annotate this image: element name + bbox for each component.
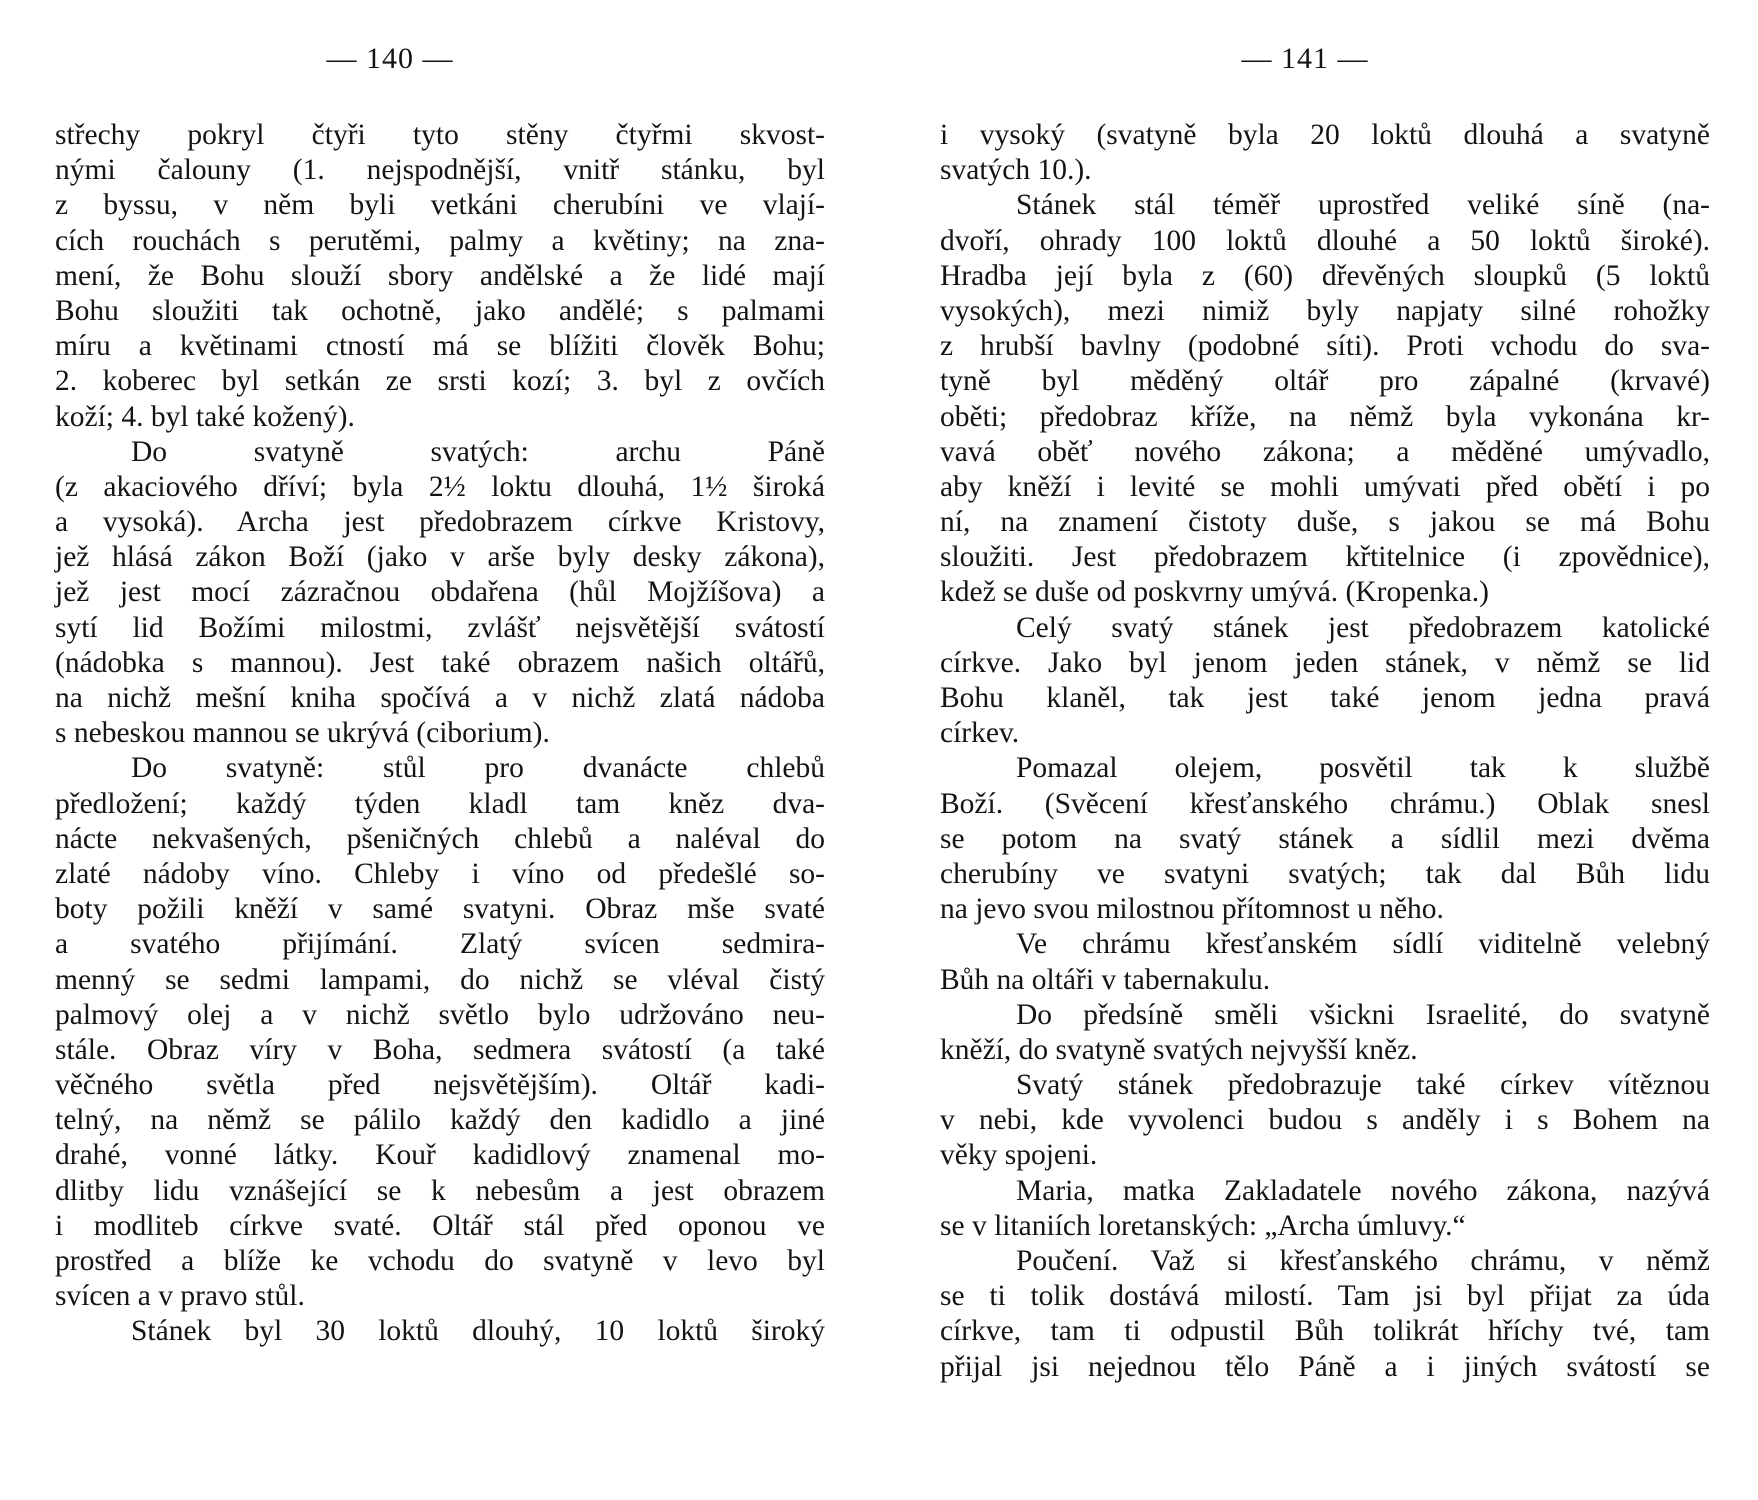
text-line: jež jest mocí zázračnou obdařena (hůl Mojžíšova) a [55, 576, 825, 609]
text-line: jež hlásá zákon Boží (jako v arše byly desky zákona), [55, 541, 825, 574]
text-line: Boží. (Svěcení křesťanského chrámu.) Oblak snesl [940, 787, 1710, 820]
text-line: svícen a v pravo stůl. [55, 1280, 305, 1313]
text-line: Hradba její byla z (60) dřevěných sloupků (5 loktů [940, 259, 1710, 292]
text-line: Maria, matka Zakladatele nového zákona, nazývá [1016, 1174, 1710, 1207]
page-text [940, 118, 1710, 1385]
text-line: Stánek stál téměř uprostřed veliké síně (na- [1016, 189, 1710, 222]
text-line: církve, tam ti odpustil Bůh tolikrát hříchy tvé, tam [940, 1315, 1710, 1348]
text-line: zlaté nádoby víno. Chleby i víno od předešlé so- [55, 857, 825, 890]
text-line: Bůh na oltáři v tabernakulu. [940, 963, 1271, 996]
text-line: věčného světla před nejsvětějším). Oltář kadi- [55, 1069, 825, 1102]
page-text [55, 118, 825, 1350]
text-line: věky spojeni. [940, 1139, 1098, 1172]
text-line: vysokých), mezi nimiž byly napjaty silné rohožky [940, 294, 1710, 327]
text-line: míru a květinami ctností má se blížiti člověk Bohu; [55, 330, 825, 363]
text-line: na nichž mešní kniha spočívá a v nichž zlatá nádoba [55, 682, 825, 714]
text-line: Poučení. Važ si křesťanského chrámu, v němž [1016, 1245, 1710, 1277]
text-line: církev. [940, 717, 1020, 750]
text-line: Celý svatý stánek jest předobrazem katolické [1016, 611, 1710, 644]
text-line: sytí lid Božími milostmi, zvlášť nejsvětější svátostí [55, 611, 825, 644]
text-line: sloužiti. Jest předobrazem křtitelnice (i zpovědnice), [940, 541, 1710, 574]
text-line: stále. Obraz víry v Boha, sedmera svátostí (a také [55, 1033, 825, 1066]
text-line: i modliteb církve svaté. Oltář stál před oponou ve [55, 1209, 825, 1242]
page-number: — 141 — [1241, 42, 1369, 75]
text-line: aby kněží i levité se mohli umývati před obětí i po [940, 470, 1710, 503]
text-line: z byssu, v něm byli vetkáni cherubíni ve vlají- [55, 189, 825, 222]
left-page [55, 0, 825, 1500]
text-line: Bohu sloužiti tak ochotně, jako andělé; s palmami [55, 294, 825, 327]
text-line: Bohu klaněl, tak jest také jenom jedna pravá [940, 682, 1710, 714]
text-line: 2. koberec byl setkán ze srsti kozí; 3. byl z ovčích [55, 365, 825, 398]
text-line: Pomazal olejem, posvětil tak k službě [1016, 752, 1710, 785]
text-line: předložení; každý týden kladl tam kněz dva- [55, 787, 825, 820]
text-line: tyně byl měděný oltář pro zápalné (krvavé) [940, 365, 1710, 398]
text-line: dlitby lidu vznášející se k nebesům a jest obrazem [55, 1174, 825, 1207]
text-line: církve. Jako byl jenom jeden stánek, v němž se lid [940, 646, 1710, 679]
text-line: cherubíny ve svatyni svatých; tak dal Bůh lidu [940, 857, 1710, 890]
text-line: boty požili kněží v samé svatyni. Obraz mše svaté [55, 893, 825, 926]
text-line: z hrubší bavlny (podobné síti). Proti vchodu do sva- [940, 330, 1710, 363]
text-line: drahé, vonné látky. Kouř kadidlový znamenal mo- [55, 1139, 825, 1172]
text-line: vavá oběť nového zákona; a měděné umývadlo, [940, 435, 1710, 468]
text-line: i vysoký (svatyně byla 20 loktů dlouhá a svatyně [940, 119, 1710, 151]
text-line: se potom na svatý stánek a sídlil mezi dvěma [940, 822, 1710, 855]
text-line: menný se sedmi lampami, do nichž se vléval čistý [55, 963, 825, 996]
text-line: palmový olej a v nichž světlo bylo udržováno neu- [55, 998, 825, 1031]
text-line: Do předsíně směli všickni Israelité, do svatyně [1016, 998, 1710, 1031]
text-line: telný, na němž se pálilo každý den kadidlo a jiné [55, 1104, 825, 1137]
text-line: (nádobka s mannou). Jest také obrazem našich oltářů, [55, 646, 825, 679]
text-line: svatých 10.). [940, 154, 1092, 187]
text-line: Svatý stánek předobrazuje také církev vítěznou [1016, 1069, 1710, 1102]
text-line: (z akaciového dříví; byla 2½ loktu dlouhá, 1½ široká [55, 470, 825, 503]
text-line: na jevo svou milostnou přítomnost u něho. [940, 893, 1444, 926]
text-line: nácte nekvašených, pšeničných chlebů a naléval do [55, 822, 825, 855]
text-line: Ve chrámu křesťanském sídlí viditelně velebný [1016, 928, 1710, 961]
text-line: cích rouchách s perutěmi, palmy a květiny; na zna- [55, 224, 825, 257]
text-line: ní, na znamení čistoty duše, s jakou se má Bohu [940, 506, 1710, 539]
right-page [940, 0, 1710, 1500]
text-line: Stánek byl 30 loktů dlouhý, 10 loktů široký [131, 1315, 825, 1348]
text-line: střechy pokryl čtyři tyto stěny čtyřmi skvost- [55, 119, 825, 151]
text-line: nými čalouny (1. nejspodnější, vnitř stánku, byl [55, 154, 825, 187]
text-line: s nebeskou mannou se ukrývá (ciborium). [55, 717, 550, 750]
text-line: dvoří, ohrady 100 loktů dlouhé a 50 loktů široké). [940, 224, 1710, 257]
text-line: Do svatyně svatých: archu Páně [131, 435, 825, 468]
text-line: se v litaniích loretanských: „Archa úmluvy.“ [940, 1209, 1466, 1242]
text-line: přijal jsi nejednou tělo Páně a i jiných svátostí se [940, 1350, 1710, 1383]
text-line: kdež se duše od poskvrny umývá. (Kropenka.) [940, 576, 1489, 609]
text-line: a svatého přijímání. Zlatý svícen sedmira- [55, 928, 825, 961]
page-number: — 140 — [326, 42, 454, 75]
text-line: mení, že Bohu slouží sbory andělské a že lidé mají [55, 259, 825, 292]
text-line: oběti; předobraz kříže, na němž byla vykonána kr- [940, 400, 1710, 433]
text-line: a vysoká). Archa jest předobrazem církve Kristovy, [55, 506, 825, 539]
text-line: Do svatyně: stůl pro dvanácte chlebů [131, 752, 825, 785]
text-line: prostřed a blíže ke vchodu do svatyně v levo byl [55, 1245, 825, 1277]
text-line: koží; 4. byl také kožený). [55, 400, 355, 433]
text-line: kněží, do svatyně svatých nejvyšší kněz. [940, 1033, 1418, 1066]
text-line: v nebi, kde vyvolenci budou s anděly i s Bohem na [940, 1104, 1710, 1137]
text-line: se ti tolik dostává milostí. Tam jsi byl přijat za úda [940, 1280, 1710, 1313]
